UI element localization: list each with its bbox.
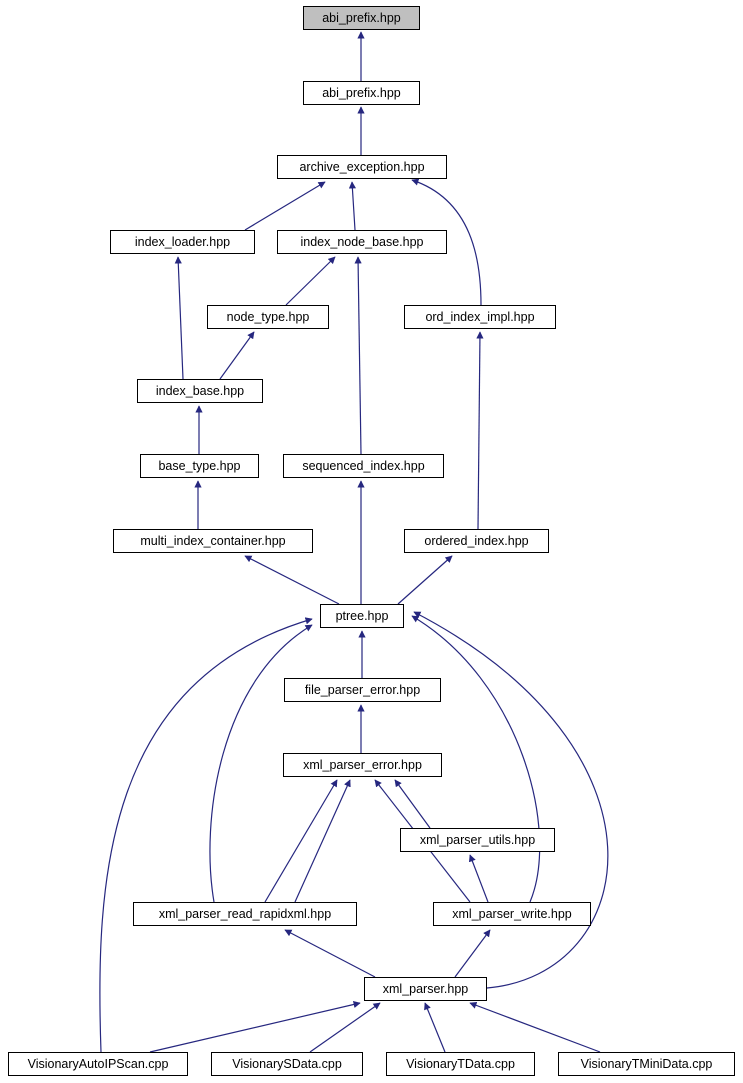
graph-node-index_node_base-hpp[interactable]: index_node_base.hpp bbox=[277, 230, 447, 254]
dependency-edge bbox=[455, 930, 490, 977]
dependency-edge bbox=[310, 1003, 380, 1052]
dependency-edge bbox=[285, 930, 375, 977]
graph-node-multi_index_container-hpp[interactable]: multi_index_container.hpp bbox=[113, 529, 313, 553]
dependency-edge bbox=[100, 619, 312, 1052]
graph-node-visionarytminidata-cpp[interactable]: VisionaryTMiniData.cpp bbox=[558, 1052, 735, 1076]
dependency-edge bbox=[398, 556, 452, 604]
graph-node-visionarytdata-cpp[interactable]: VisionaryTData.cpp bbox=[386, 1052, 535, 1076]
dependency-edge bbox=[295, 780, 350, 902]
dependency-edge bbox=[352, 182, 355, 230]
graph-node-base_type-hpp[interactable]: base_type.hpp bbox=[140, 454, 259, 478]
dependency-edge bbox=[286, 257, 335, 305]
graph-node-xml_parser-hpp[interactable]: xml_parser.hpp bbox=[364, 977, 487, 1001]
graph-node-abi_prefix-hpp[interactable]: abi_prefix.hpp bbox=[303, 6, 420, 30]
graph-node-xml_parser_write-hpp[interactable]: xml_parser_write.hpp bbox=[433, 902, 591, 926]
graph-node-xml_parser_error-hpp[interactable]: xml_parser_error.hpp bbox=[283, 753, 442, 777]
dependency-edge bbox=[265, 780, 337, 902]
dependency-edge bbox=[220, 332, 254, 379]
graph-node-abi_prefix-hpp[interactable]: abi_prefix.hpp bbox=[303, 81, 420, 105]
dependency-edge bbox=[425, 1003, 445, 1052]
dependency-edge bbox=[478, 332, 480, 529]
dependency-edge bbox=[395, 780, 430, 828]
graph-node-xml_parser_read_rapidxml-hpp[interactable]: xml_parser_read_rapidxml.hpp bbox=[133, 902, 357, 926]
graph-node-file_parser_error-hpp[interactable]: file_parser_error.hpp bbox=[284, 678, 441, 702]
dependency-edge bbox=[470, 855, 488, 902]
graph-node-ptree-hpp[interactable]: ptree.hpp bbox=[320, 604, 404, 628]
graph-node-ordered_index-hpp[interactable]: ordered_index.hpp bbox=[404, 529, 549, 553]
graph-node-index_base-hpp[interactable]: index_base.hpp bbox=[137, 379, 263, 403]
dependency-edge bbox=[414, 612, 608, 988]
graph-node-visionaryautoipscan-cpp[interactable]: VisionaryAutoIPScan.cpp bbox=[8, 1052, 188, 1076]
graph-node-node_type-hpp[interactable]: node_type.hpp bbox=[207, 305, 329, 329]
graph-node-ord_index_impl-hpp[interactable]: ord_index_impl.hpp bbox=[404, 305, 556, 329]
dependency-edge bbox=[245, 182, 325, 230]
graph-node-sequenced_index-hpp[interactable]: sequenced_index.hpp bbox=[283, 454, 444, 478]
dependency-edge bbox=[245, 556, 339, 604]
dependency-edge bbox=[358, 257, 361, 454]
dependency-edge bbox=[470, 1003, 600, 1052]
graph-node-index_loader-hpp[interactable]: index_loader.hpp bbox=[110, 230, 255, 254]
dependency-edge bbox=[150, 1003, 360, 1052]
graph-node-xml_parser_utils-hpp[interactable]: xml_parser_utils.hpp bbox=[400, 828, 555, 852]
graph-node-visionarysdata-cpp[interactable]: VisionarySData.cpp bbox=[211, 1052, 363, 1076]
graph-node-archive_exception-hpp[interactable]: archive_exception.hpp bbox=[277, 155, 447, 179]
dependency-edge bbox=[178, 257, 183, 379]
